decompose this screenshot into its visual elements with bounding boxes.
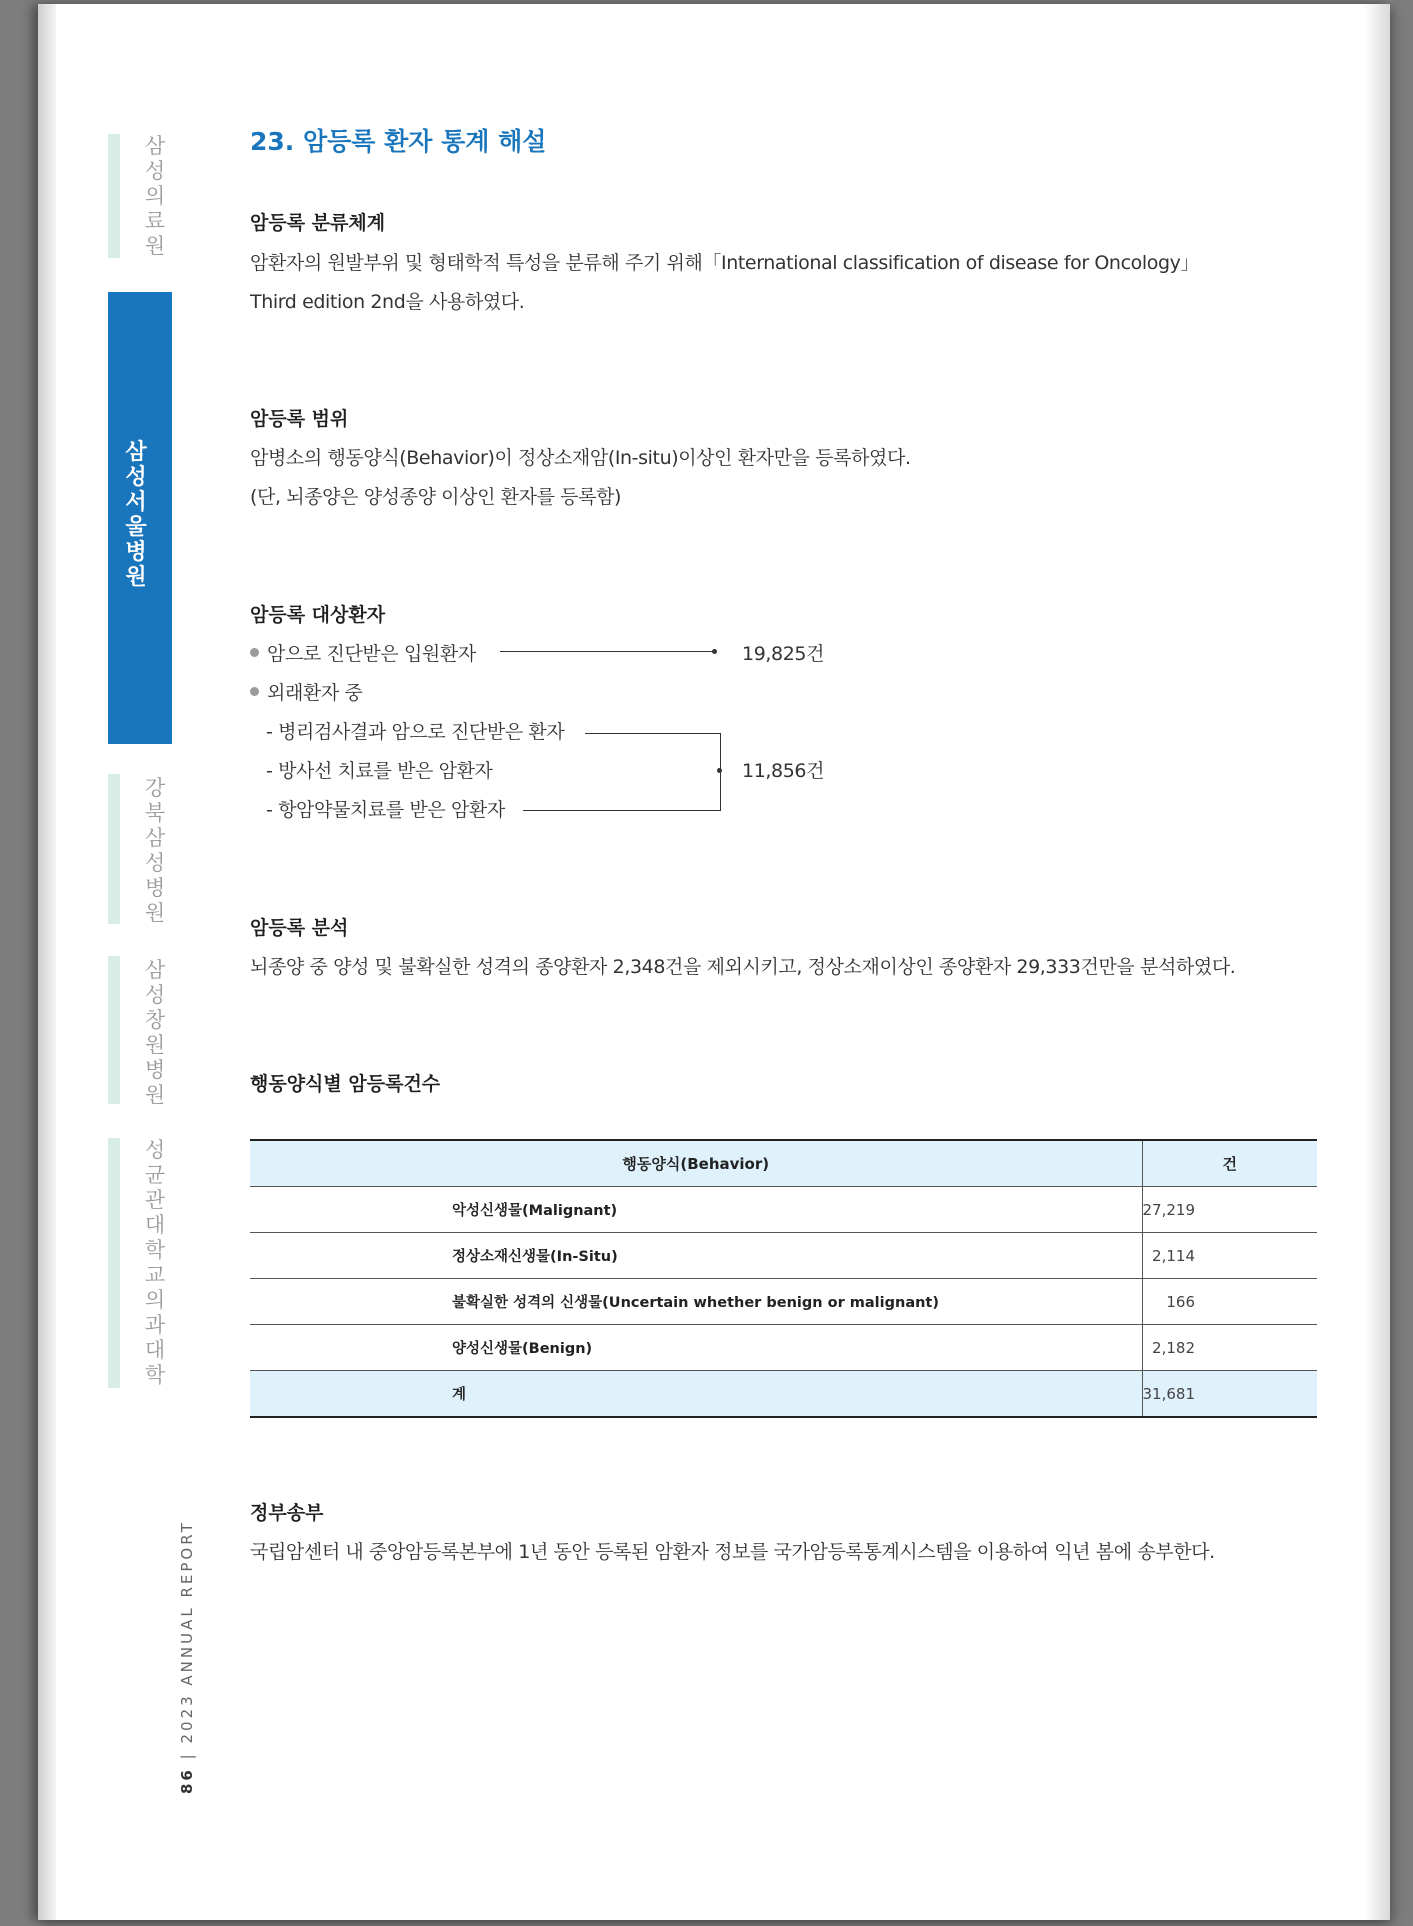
target-bullet-2 — [250, 678, 362, 705]
sidebar-bar-4 — [108, 956, 120, 1104]
table-header-row — [250, 1140, 1317, 1187]
table-cell-label: 양성신생물(Benign) — [250, 1325, 1142, 1371]
table-row — [250, 1325, 1317, 1371]
target-sub-3: - 항암약물치료를 받은 암환자 — [266, 799, 505, 821]
scope-text-1: 암병소의 행동양식(Behavior)이 정상소재암(In-situ)이상인 환자만을 등록하였다. — [250, 447, 911, 469]
classification-text-2: Third edition 2nd을 사용하였다. — [250, 291, 525, 313]
section-heading-scope: 암등록 범위 — [250, 408, 349, 430]
table-total-label: 계 — [250, 1371, 1142, 1418]
submission-text: 국립암센터 내 중앙암등록본부에 1년 동안 등록된 암환자 정보를 국가암등록통계시스템을 이용하여 익년 봄에 송부한다. — [250, 1541, 1215, 1563]
table-header-behavior: 행동양식(Behavior) — [250, 1140, 1142, 1187]
sidebar-item-skku-medicine[interactable]: 성균관대학교 의과대학 — [144, 1138, 166, 1387]
table-cell-value: 27,219 — [1142, 1200, 1195, 1219]
target-bullet-1-text: 암으로 진단받은 입원환자 — [267, 643, 476, 665]
target-bullet-1 — [250, 639, 476, 666]
sidebar-item-kangbuk-samsung[interactable]: 강북삼성병원 — [144, 776, 166, 925]
section-heading-analysis: 암등록 분석 — [250, 917, 349, 939]
page-binding-edge — [38, 4, 56, 1920]
table-total-value: 31,681 — [1142, 1384, 1195, 1403]
behavior-table — [250, 1139, 1317, 1418]
page-title: 23. 암등록 환자 통계 해설 — [250, 127, 547, 156]
table-total-row — [250, 1371, 1317, 1418]
table-cell-value: 2,182 — [1152, 1338, 1195, 1357]
target-sub-2: - 방사선 치료를 받은 암환자 — [266, 760, 493, 782]
connector-dot — [717, 768, 722, 773]
sidebar-item-samsung-seoul-hospital[interactable]: 삼성서울병원 — [125, 440, 147, 590]
connector-line — [523, 810, 721, 811]
bullet-icon — [250, 648, 259, 657]
table-cell-label: 악성신생물(Malignant) — [250, 1187, 1142, 1233]
sidebar-item-samsung-medical-center[interactable]: 삼성의료원 — [144, 134, 166, 258]
scope-text-2: (단, 뇌종양은 양성종양 이상인 환자를 등록함) — [250, 486, 622, 508]
table-header-count: 건 — [1222, 1155, 1237, 1173]
connector-line — [500, 651, 716, 652]
connector-line — [585, 733, 720, 734]
sidebar-bar-5 — [108, 1138, 120, 1388]
bullet-icon — [250, 687, 259, 696]
table-row — [250, 1187, 1317, 1233]
analysis-text: 뇌종양 중 양성 및 불확실한 성격의 종양환자 2,348건을 제외시키고, 정상소재이상인 종양환자 29,333건만을 분석하였다. — [250, 956, 1236, 978]
sidebar-item-samsung-changwon[interactable]: 삼성창원병원 — [144, 958, 166, 1107]
section-heading-table: 행동양식별 암등록건수 — [250, 1073, 441, 1095]
page-shadow — [1364, 4, 1390, 1920]
target-outpatient-count: 11,856건 — [742, 760, 825, 782]
report-label: | 2023 ANNUAL REPORT — [178, 1520, 196, 1760]
page-number: 86 — [178, 1767, 196, 1794]
section-heading-classification: 암등록 분류체계 — [250, 212, 386, 234]
section-heading-target: 암등록 대상환자 — [250, 604, 386, 626]
table-cell-value: 166 — [1166, 1292, 1195, 1311]
connector-dot — [712, 649, 717, 654]
target-bullet-2-text: 외래환자 중 — [267, 682, 363, 704]
table-cell-label: 불확실한 성격의 신생물(Uncertain whether benign or malignant) — [250, 1279, 1142, 1325]
table-cell-label: 정상소재신생물(In-Situ) — [250, 1233, 1142, 1279]
target-sub-1: - 병리검사결과 암으로 진단받은 환자 — [266, 721, 565, 743]
sidebar-bar-1 — [108, 134, 120, 258]
classification-text-1: 암환자의 원발부위 및 형태학적 특성을 분류해 주기 위해「International classification of disease for Oncology」 — [250, 252, 1200, 274]
table-cell-value: 2,114 — [1152, 1246, 1195, 1265]
table-row — [250, 1279, 1317, 1325]
section-heading-submission: 정부송부 — [250, 1502, 324, 1524]
target-inpatient-count: 19,825건 — [742, 643, 825, 665]
table-row — [250, 1233, 1317, 1279]
sidebar-bar-3 — [108, 774, 120, 924]
page-footer — [178, 1520, 196, 1794]
